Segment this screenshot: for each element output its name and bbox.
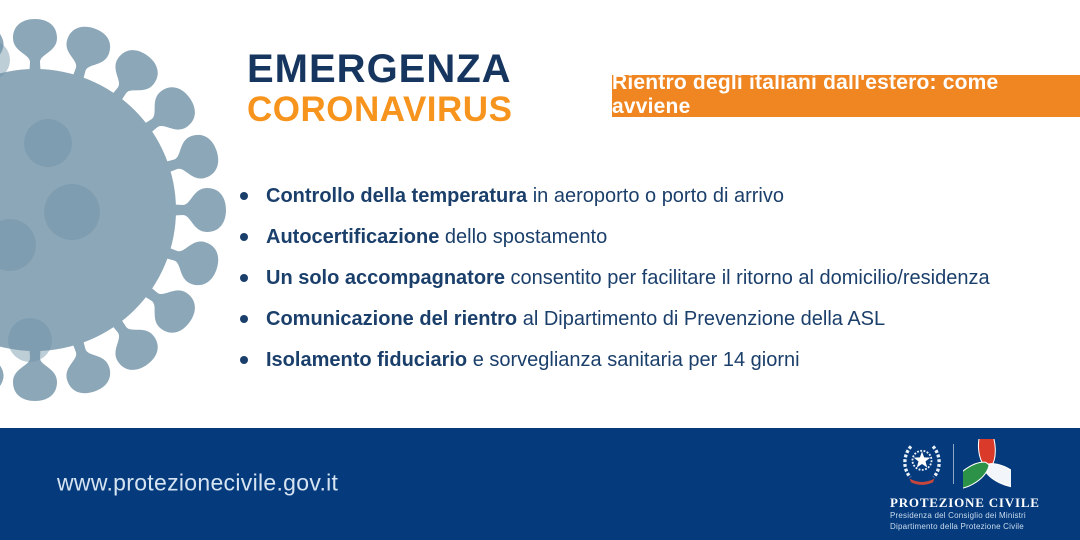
bullet-text bbox=[266, 184, 784, 208]
bullet-lead: Isolamento fiduciario bbox=[266, 349, 468, 371]
bullet-text bbox=[266, 266, 990, 290]
list-item bbox=[240, 184, 1050, 208]
bullet-list bbox=[240, 184, 1050, 389]
footer-bar bbox=[0, 428, 1080, 540]
list-item bbox=[240, 225, 1050, 249]
bullet-dot-icon bbox=[240, 356, 248, 364]
website-url: www.protezionecivile.gov.it bbox=[57, 469, 339, 496]
bullet-dot-icon bbox=[240, 192, 248, 200]
topic-banner-label: Rientro degli italiani dall'estero: come avviene bbox=[612, 71, 999, 118]
bullet-dot-icon bbox=[240, 274, 248, 282]
bullet-dot-icon bbox=[240, 315, 248, 323]
list-item bbox=[240, 266, 1050, 290]
bullet-lead: Comunicazione del rientro bbox=[266, 308, 518, 330]
bullet-lead: Autocertificazione bbox=[266, 226, 440, 248]
protezione-civile-logo bbox=[890, 438, 1042, 533]
bullet-rest: e sorveglianza sanitaria per 14 giorni bbox=[467, 349, 800, 371]
italian-republic-emblem-icon bbox=[900, 440, 944, 488]
bullet-dot-icon bbox=[240, 233, 248, 241]
logo-title: PROTEZIONE CIVILE bbox=[890, 495, 1040, 510]
coronavirus-icon bbox=[0, 10, 235, 410]
bullet-lead: Un solo accompagnatore bbox=[266, 267, 505, 289]
bullet-rest: dello spostamento bbox=[439, 226, 608, 248]
logo-subtitle-1: Presidenza del Consiglio dei Ministri bbox=[890, 511, 1026, 520]
logo-emblems bbox=[900, 438, 1042, 490]
bullet-text bbox=[266, 307, 885, 331]
protezione-civile-pinwheel-icon bbox=[963, 439, 1011, 490]
bullet-text bbox=[266, 225, 607, 249]
list-item bbox=[240, 348, 1050, 372]
bullet-lead: Controllo della temperatura bbox=[266, 185, 528, 207]
title-coronavirus: CORONAVIRUS bbox=[247, 90, 513, 129]
logo-subtitle-2: Dipartimento della Protezione Civile bbox=[890, 521, 1024, 531]
bullet-rest: al Dipartimento di Prevenzione della ASL bbox=[517, 308, 886, 330]
title-emergenza: EMERGENZA bbox=[247, 47, 512, 91]
topic-banner bbox=[612, 71, 1080, 118]
bullet-rest: consentito per facilitare il ritorno al domicilio/residenza bbox=[504, 267, 990, 289]
bullet-rest: in aeroporto o porto di arrivo bbox=[527, 185, 784, 207]
bullet-text bbox=[266, 348, 800, 372]
list-item bbox=[240, 307, 1050, 331]
page-title bbox=[247, 47, 512, 129]
logo-divider bbox=[953, 444, 954, 484]
